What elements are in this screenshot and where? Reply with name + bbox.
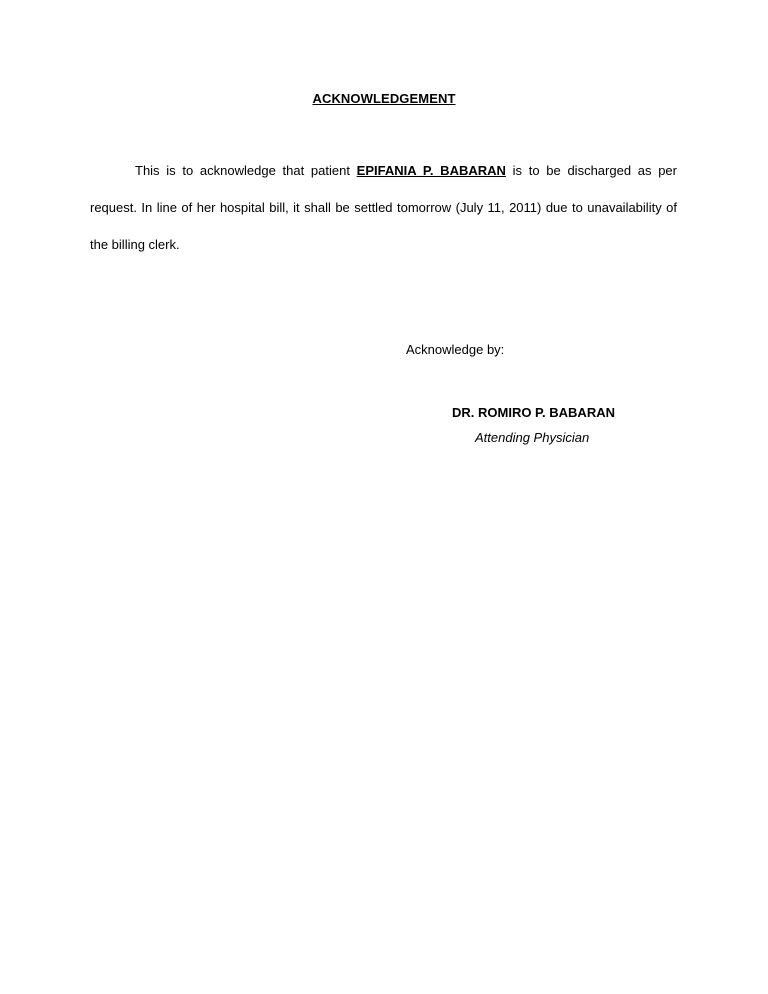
signatory-name: DR. ROMIRO P. BABARAN	[452, 405, 615, 420]
document-title: ACKNOWLEDGEMENT	[312, 91, 456, 106]
patient-name: EPIFANIA P. BABARAN	[356, 163, 506, 178]
acknowledged-by-label: Acknowledge by:	[406, 342, 505, 357]
acknowledgement-paragraph	[90, 152, 677, 263]
paragraph-intro: This is to acknowledge that patient	[135, 163, 357, 178]
signatory-position: Attending Physician	[475, 430, 590, 445]
paragraph-rest: is to be discharged as per request. In line of her hospital bill, it shall be settled tomorrow (July 11, 2011) due to unavailability of the billing clerk.	[90, 163, 677, 252]
